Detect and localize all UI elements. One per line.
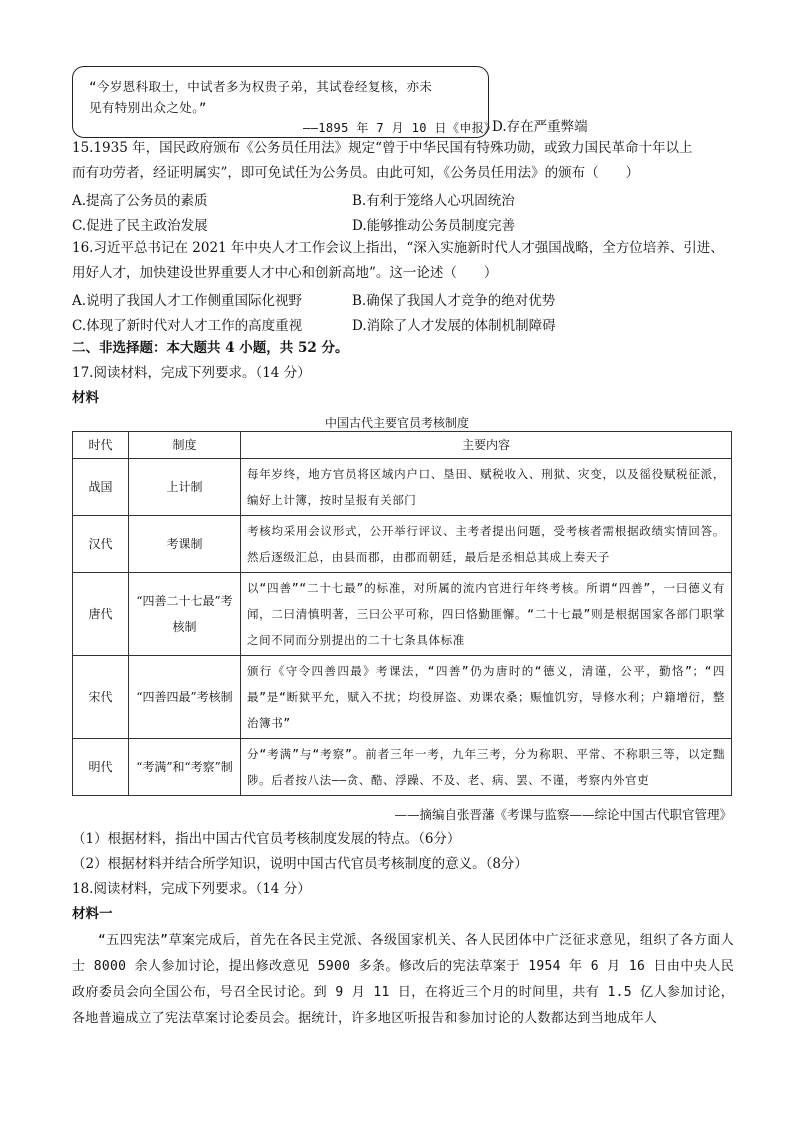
- q15-option-c: C.促进了民主政治发展: [72, 218, 208, 234]
- header-system: 制度: [129, 432, 241, 459]
- content-cell: 颁行《守令四善四最》考课法，“四善”仍为唐时的“德义，清谨，公平，勤恪”；“四最”是“断狱平允，赋入不扰；均役屏盗、劝课农桑；赈恤饥穷，导修水利；户籍增衍，整治簿书”: [241, 656, 732, 739]
- table-row: [73, 656, 732, 739]
- table-row: [73, 573, 732, 656]
- q16-option-c: C.体现了新时代对人才工作的高度重视: [72, 318, 303, 334]
- q16-stem-2: 用好人才，加快建设世界重要人才中心和创新高地”。这一论述（ ）: [72, 265, 498, 281]
- table-caption: 中国古代主要官员考核制度: [324, 416, 469, 430]
- system-cell: “考满”和“考察”制: [129, 739, 241, 796]
- quote-box: [72, 66, 497, 138]
- content-cell: 分“考满”与“考察”。前者三年一考，九年三考，分为称职、平常、不称职三等，以定黜陟。后者按八法——贪、酷、浮躁、不及、老、病、罢、不谨，考察内外官吏: [241, 739, 732, 796]
- q17-sub-question-2: （2）根据材料并结合所学知识，说明中国古代官员考核制度的意义。（8分）: [72, 856, 528, 872]
- system-cell: 上计制: [129, 459, 241, 516]
- content-cell: 以“四善”“二十七最”的标准，对所属的流内官进行年终考核。所谓“四善”，一曰德义有闻，二曰清慎明著，三曰公平可称，四曰恪勤匪懈。“二十七最”则是根据国家各部门职掌之间不同而分别提出的二十七条具体标准: [241, 573, 732, 656]
- quote-source: ——1895 年 7 月 10 日《申报》: [303, 121, 497, 135]
- exam-system-table: [72, 431, 732, 796]
- quote-line-1: “今岁恩科取士，中试者多为权贵子弟，其试卷经复核，亦未: [89, 79, 433, 94]
- table-row: [73, 459, 732, 516]
- q15-option-d: D.能够推动公务员制度完善: [352, 218, 516, 234]
- system-cell: 考课制: [129, 516, 241, 573]
- q17-material-label: 材料: [72, 390, 99, 406]
- q16-stem-1: 16.习近平总书记在 2021 年中央人才工作会议上指出，“深入实施新时代人才强国战略，全方位培养、引进、: [72, 240, 724, 256]
- q18-material-paragraph: “五四宪法”草案完成后，首先在各民主党派、各级国家机关、各人民团体中广泛征求意见，组织了各方面人士 8000 余人参加讨论，提出修改意见 5900 多条。修改后的宪法草案于 1954 年 6 月 16 日由中央人民政府委员会向全国公布，号召全民讨论。到 9 月 11 日，在将近三个月的时间里，共有 1.5 亿人参加讨论，各地普遍成立了宪法草案讨论委员会。据统计，许多地区听报告和参加讨论的人数都达到当地成年人: [72, 933, 734, 1026]
- era-cell: 宋代: [73, 656, 129, 739]
- era-cell: 明代: [73, 739, 129, 796]
- q18-material-label: 材料一: [72, 906, 113, 922]
- table-row: [73, 516, 732, 573]
- q16-option-a: A.说明了我国人才工作侧重国际化视野: [72, 293, 303, 309]
- q17-sub-question-1: （1）根据材料，指出中国古代官员考核制度发展的特点。（6分）: [72, 831, 461, 847]
- system-cell: “四善四最”考核制: [129, 656, 241, 739]
- q15-option-b: B.有利于笼络人心巩固统治: [352, 193, 515, 209]
- table-row: [73, 739, 732, 796]
- era-cell: 汉代: [73, 516, 129, 573]
- system-cell: “四善二十七最”考核制: [129, 573, 241, 656]
- q16-option-d: D.消除了人才发展的体制机制障碍: [352, 318, 556, 334]
- q15-option-a: A.提高了公务员的素质: [72, 193, 208, 209]
- era-cell: 战国: [73, 459, 129, 516]
- section-2-title: 二、非选择题：本大题共 4 小题，共 52 分。: [72, 340, 349, 356]
- header-era: 时代: [73, 432, 129, 459]
- table-header-row: [73, 432, 732, 459]
- q16-option-b: B.确保了我国人才竞争的绝对优势: [352, 293, 556, 309]
- q17-prompt: 17.阅读材料，完成下列要求。（14 分）: [72, 365, 311, 381]
- content-cell: 每年岁终，地方官员将区域内户口、垦田、赋税收入、刑狱、灾变，以及徭役赋税征派，编好上计簿，按时呈报有关部门: [241, 459, 732, 516]
- q18-prompt: 18.阅读材料，完成下列要求。（14 分）: [72, 881, 311, 897]
- content-cell: 考核均采用会议形式，公开举行评议、主考者提出问题，受考核者需根据政绩实情回答。然后逐级汇总，由县而郡，由郡而朝廷，最后是丞相总其成上奏天子: [241, 516, 732, 573]
- q14-option-d: D.存在严重弊端: [492, 119, 588, 135]
- era-cell: 唐代: [73, 573, 129, 656]
- table-source: ——摘编自张晋藩《考课与监察——综论中国古代职官管理》: [394, 807, 732, 822]
- header-content: 主要内容: [241, 432, 732, 459]
- quote-line-2: 见有特别出众之处。”: [89, 100, 207, 115]
- q15-stem-2: 而有功劳者，经证明属实”，即可免试任为公务员。由此可知，《公务员任用法》的颁布（ ）: [72, 165, 640, 181]
- q15-stem-1: 15.1935 年，国民政府颁布《公务员任用法》规定“曾于中华民国有特殊功勋，或致力国民革命十年以上: [72, 140, 693, 156]
